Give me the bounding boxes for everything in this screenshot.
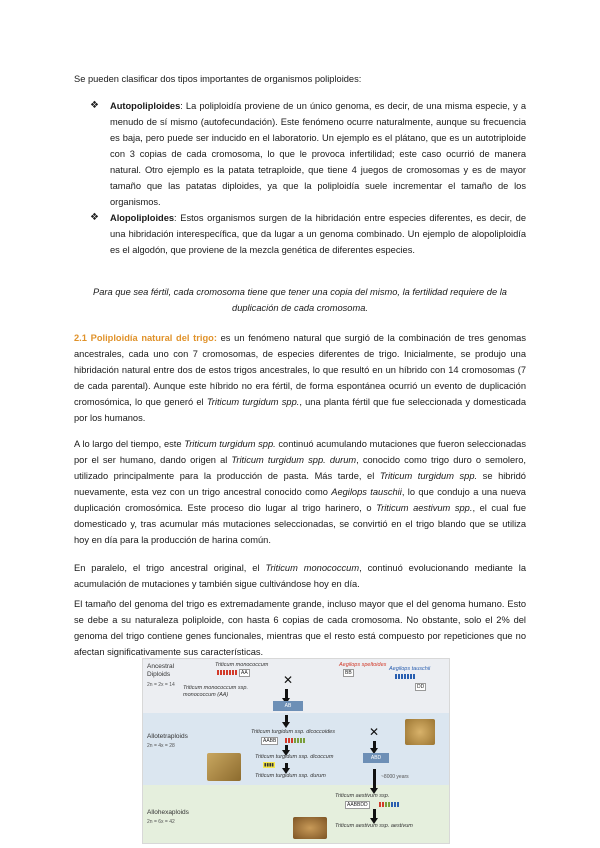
- list-item: [90, 210, 526, 258]
- bread-loaf-photo: [293, 817, 327, 839]
- hybrid-box-abd: ABD: [363, 753, 389, 763]
- section-heading: 2.1 Poliploidía natural del trigo:: [74, 333, 217, 343]
- arrow-down-icon: [373, 741, 376, 749]
- species-label-aestivum: Triticum aestivum ssp. aestivum: [335, 823, 413, 829]
- text-run: se hibridó nuevamente, esta vez con un trigo ancestral conocido como: [74, 471, 526, 497]
- arrow-down-icon: [373, 809, 376, 819]
- species-label-mono-domesticated: Triticum monococcum ssp. monococcum (AA): [183, 685, 248, 698]
- fertility-note: Para que sea fértil, cada cromosoma tiene que tener una copia del mismo, la fertilidad requiere de la duplicación de cada cromosoma.: [93, 287, 507, 313]
- text-run: , una planta fértil que fue seleccionada y domesticada por los humanos.: [74, 397, 526, 423]
- mutation-tag: ▮▮▮▮: [264, 762, 274, 767]
- section-paragraph-4: El tamaño del genoma del trigo es extremadamente grande, incluso mayor que el del genoma humano. Esto se debe a su naturaleza poliploide, con hasta 6 copias de cada cromosoma. No obstante, solo el 2% del genoma del trigo contiene genes funcionales, mientras que el resto está compuesto por repeticiones que no afectan significativamente sus características.: [74, 599, 526, 657]
- species-label-dicoccum: Triticum turgidum ssp. dicoccum: [255, 754, 334, 760]
- arrow-down-icon: [285, 689, 288, 699]
- species-label-aestivum-ancestral: Triticum aestivum ssp.: [335, 793, 390, 799]
- species-name: Triticum aestivum spp.: [376, 503, 473, 513]
- intro-paragraph: Se pueden clasificar dos tipos importantes de organismos poliploides:: [74, 74, 362, 84]
- species-name: Triticum turgidum spp. durum: [231, 455, 357, 465]
- text-run: A lo largo del tiempo, este: [74, 439, 185, 449]
- species-label-durum: Triticum turgidum ssp. durum: [255, 773, 326, 779]
- band-label-diploid: Ancestral Diploids: [147, 663, 175, 678]
- text-run: , continuó evolucionando mediante la acumulación de mutaciones y también sigue cultivándose hoy en día.: [74, 563, 527, 589]
- genome-dd: DD: [417, 684, 425, 690]
- chromosome-bars-aabb: [285, 738, 305, 743]
- genome-aa: AA: [241, 670, 248, 676]
- list-item: [90, 98, 526, 210]
- text-run: , conocido como trigo duro o semolero, utilizado principalmente para la producción de pasta. Más tarde, el: [74, 455, 526, 481]
- band-label-hexaploid: Allohexaploids: [147, 809, 189, 816]
- hybrid-box-ab: AB: [273, 701, 303, 711]
- species-name: Aegilops tauschii: [331, 487, 402, 497]
- arrow-down-icon: [285, 763, 288, 769]
- band-sub-hexaploid: 2n = 6x = 42: [147, 819, 175, 825]
- chromosome-bars-aabbdd: [379, 802, 399, 807]
- species-label-monococcum: Triticum monococcum: [215, 662, 269, 668]
- band-sub-tetraploid: 2n = 4x = 28: [147, 743, 175, 749]
- years-note: ~8000 years: [381, 774, 409, 780]
- text-run: continuó acumulando mutaciones que fueron seleccionadas por el ser humano, dando origen al: [74, 439, 526, 465]
- text-run: , lo que condujo a una nueva duplicación cromosómica. Este proceso dio lugar al trigo harinero, o: [74, 487, 526, 513]
- genome-aabbdd: AABBDD: [347, 802, 368, 808]
- wheat-evolution-figure: [142, 658, 450, 844]
- genome-aabb: AABB: [263, 738, 277, 744]
- species-name: Triticum turgidum spp.: [206, 397, 300, 407]
- cross-icon: ✕: [283, 673, 294, 687]
- section-paragraph-1: [74, 330, 526, 426]
- text-run: , el cual fue domesticado y, tras acumular más mutaciones seleccionadas, se convirtió en el trigo blando que se utiliza hoy en día para la producción de harina común.: [74, 503, 526, 545]
- term-alopoliploides: Alopoliploides: [110, 213, 175, 223]
- definition-text: : Estos organismos surgen de la hibridación entre especies diferentes, es decir, de una hibridación interespecífica, que da lugar a un genoma combinado. Un ejemplo de alopoliploidía es el algodón, que proviene de la mezcla genética de diferentes especies.: [110, 213, 526, 255]
- species-label-dicoccoides: Triticum turgidum ssp. dicoccoides: [251, 729, 335, 735]
- species-name: Triticum turgidum spp.: [379, 471, 478, 481]
- diamond-bullet-icon: ❖: [90, 100, 99, 111]
- tauschii-seed-photo: [405, 719, 435, 745]
- chromosome-bars-aa: [217, 670, 237, 675]
- species-name: Triticum monococcum: [265, 563, 360, 573]
- arrow-down-icon: [373, 769, 376, 789]
- chromosome-bars-dd: [395, 674, 415, 679]
- wheat-spikes-photo: [207, 753, 241, 781]
- section-paragraph-3: [74, 560, 526, 592]
- term-autopoliploides: Autopoliploides: [110, 101, 181, 111]
- definition-text: : La poliploidía proviene de un único genoma, es decir, de una misma especie, y a menudo de sí mismo (autofecundación). Este fenómeno ocurre naturalmente, aunque su frecuencia es baja, pero puede ser inducido en el laboratorio. Un ejemplo es el plátano, que es un autotriploide con 3 copias de cada cromosoma, lo que le provoca infertilidad; este caso ocurrió de manera natural. Otro ejemplo es la patata tetraploide, que tiene 4 juegos de cromosomas y es de mayor tamaño que las patatas diploides, ya que la poliploidía suele incrementar el tamaño de los organismos.: [110, 101, 526, 207]
- species-name: Triticum turgidum spp.: [184, 439, 276, 449]
- species-label-tauschii: Aegilops tauschii: [389, 666, 431, 672]
- band-sub-diploid: 2n = 2x = 14: [147, 682, 175, 688]
- band-label-tetraploid: Allotetraploids: [147, 733, 188, 740]
- genome-bb: BB: [345, 670, 352, 676]
- cross-icon: ✕: [369, 725, 380, 739]
- diamond-bullet-icon: ❖: [90, 212, 99, 223]
- section-paragraph-2: [74, 436, 526, 548]
- arrow-down-icon: [285, 715, 288, 723]
- species-label-speltoides: Aegilops speltoides: [339, 662, 387, 668]
- text-run: En paralelo, el trigo ancestral original, el: [74, 563, 266, 573]
- arrow-down-icon: [285, 745, 288, 751]
- text-run: es un fenómeno natural que surgió de la combinación de tres genomas ancestrales, cada uno con 7 cromosomas, de especies diferentes de trigo. Inicialmente, se produjo una hibridación natural entre dos de estos trigos ancestrales, lo que resultó en un híbrido con 14 cromosomas (7 de cada parental). Aunque este híbrido no era fértil, de forma espontánea ocurrió un evento de duplicación cromosómica, lo que generó el: [74, 333, 526, 407]
- polyploid-type-list: [90, 98, 526, 258]
